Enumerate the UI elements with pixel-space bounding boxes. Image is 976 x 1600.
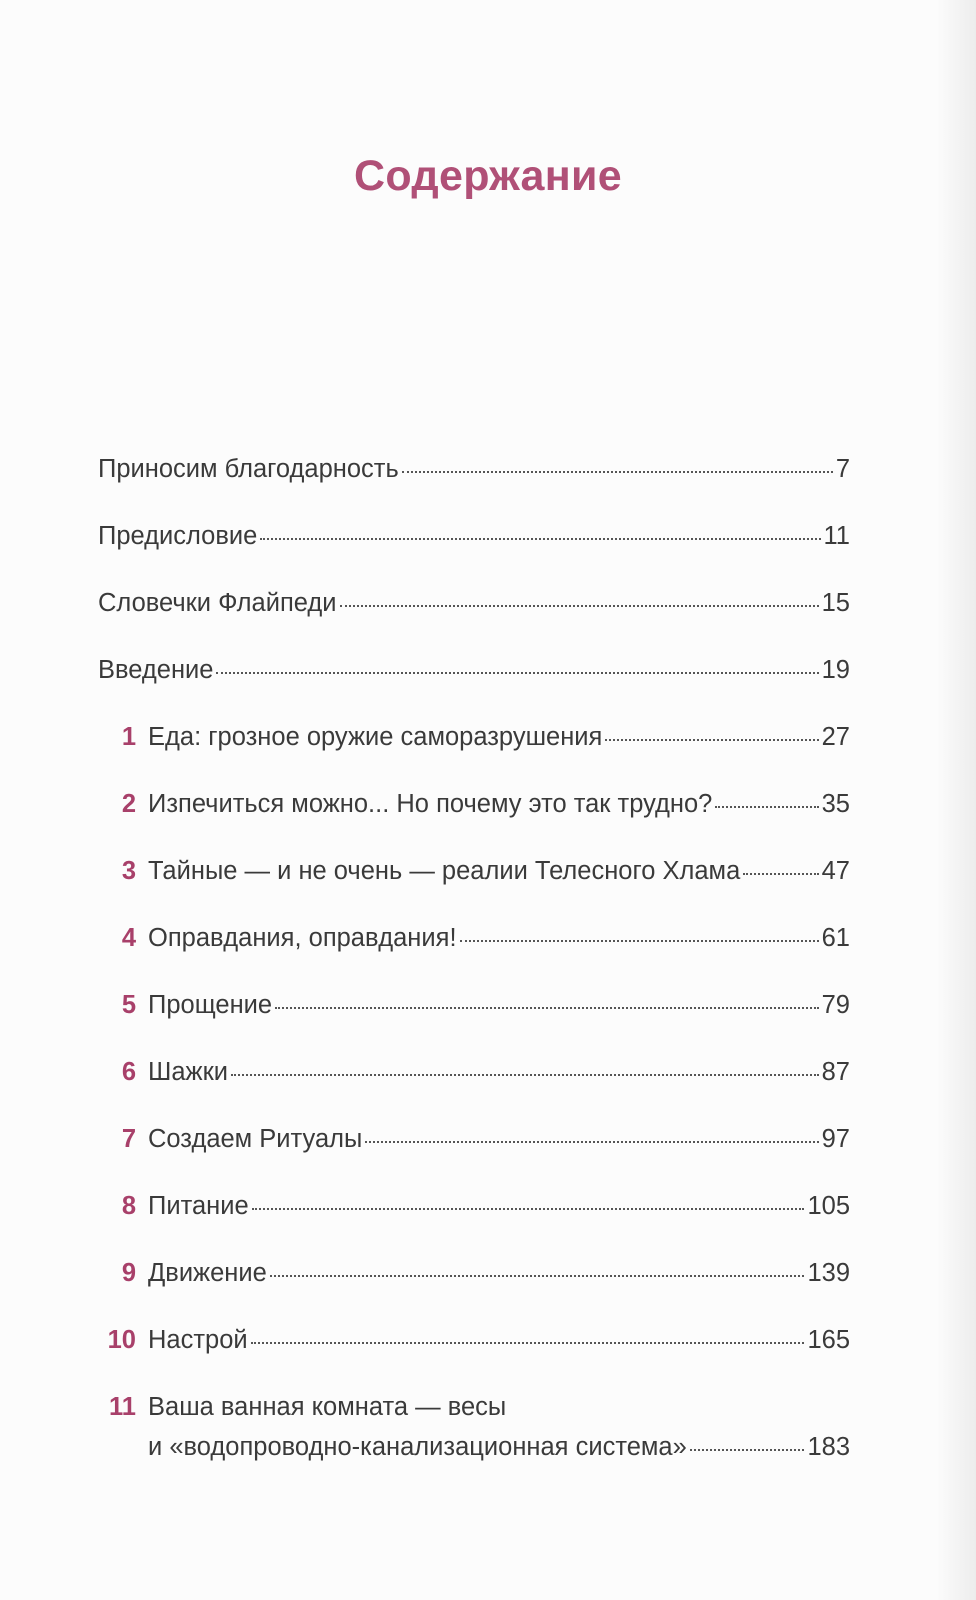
chapter-page: 183: [807, 1433, 850, 1461]
toc-chapter-entry[interactable]: [98, 1326, 850, 1393]
chapter-title-line1: Ваша ванная комната — весы: [148, 1393, 507, 1421]
chapter-number: 4: [121, 924, 136, 952]
toc-chapter-entry[interactable]: [98, 1192, 850, 1259]
toc-chapter-entry[interactable]: [98, 1125, 850, 1192]
toc-entry-page: 15: [821, 589, 850, 617]
toc-entry-title: Предисловие: [98, 522, 258, 550]
dot-leader: [260, 538, 820, 540]
toc-entry-title: Введение: [98, 656, 214, 684]
chapter-page: 105: [807, 1192, 850, 1220]
dot-leader: [715, 806, 818, 808]
chapter-number: 3: [121, 857, 136, 885]
toc-chapter-entry[interactable]: [98, 1058, 850, 1125]
toc-entry-page: 19: [821, 656, 850, 684]
toc-entry-title: Приносим благодарность: [98, 455, 399, 483]
page-edge-shadow: [936, 0, 976, 1600]
chapter-page: 79: [821, 991, 850, 1019]
chapter-title: Изпечиться можно... Но почему это так трудно?: [148, 790, 713, 818]
chapter-page: 35: [821, 790, 850, 818]
page-title: Содержание: [354, 152, 622, 200]
chapter-number: 1: [121, 723, 136, 751]
toc-entry-title: Словечки Флайпеди: [98, 589, 337, 617]
toc-entry-page: 7: [835, 455, 850, 483]
chapter-title: Движение: [148, 1259, 267, 1287]
chapter-title: Шажки: [148, 1058, 229, 1086]
toc-entry[interactable]: [98, 522, 850, 589]
chapter-page: 97: [821, 1125, 850, 1153]
chapter-number: 8: [121, 1192, 136, 1220]
chapter-page: 165: [807, 1326, 850, 1354]
chapter-number: 6: [121, 1058, 136, 1086]
toc-entry[interactable]: [98, 656, 850, 723]
chapter-title-line2: и «водопроводно-канализационная система»: [148, 1433, 687, 1461]
chapter-page: 139: [807, 1259, 850, 1287]
dot-leader: [231, 1074, 819, 1076]
table-of-contents: [98, 455, 850, 1471]
dot-leader: [690, 1449, 805, 1451]
toc-chapter-entry[interactable]: [98, 857, 850, 924]
toc-chapter-entry-multiline[interactable]: [98, 1393, 850, 1471]
chapter-title: Питание: [148, 1192, 249, 1220]
toc-entry[interactable]: [98, 455, 850, 522]
dot-leader: [340, 605, 819, 607]
dot-leader: [605, 739, 818, 741]
dot-leader: [270, 1275, 805, 1277]
chapter-title: Тайные — и не очень — реалии Телесного Хлама: [148, 857, 741, 885]
toc-entry-page: 11: [823, 522, 850, 550]
chapter-number: 9: [121, 1259, 136, 1287]
toc-chapter-entry[interactable]: [98, 924, 850, 991]
chapter-number: 2: [121, 790, 136, 818]
chapter-number: 5: [121, 991, 136, 1019]
dot-leader: [743, 873, 818, 875]
chapter-title: Создаем Ритуалы: [148, 1125, 363, 1153]
dot-leader: [275, 1007, 819, 1009]
dot-leader: [252, 1208, 805, 1210]
chapter-page: 61: [821, 924, 850, 952]
chapter-title: Прощение: [148, 991, 273, 1019]
chapter-title: Оправдания, оправдания!: [148, 924, 457, 952]
chapter-page: 27: [821, 723, 850, 751]
toc-entry[interactable]: [98, 589, 850, 656]
chapter-title: Еда: грозное оружие саморазрушения: [148, 723, 603, 751]
dot-leader: [251, 1342, 805, 1344]
chapter-number: 7: [121, 1125, 136, 1153]
dot-leader: [402, 471, 833, 473]
chapter-number: 10: [107, 1326, 136, 1354]
dot-leader: [365, 1141, 818, 1143]
chapter-page: 87: [821, 1058, 850, 1086]
toc-chapter-entry[interactable]: [98, 723, 850, 790]
toc-chapter-entry[interactable]: [98, 790, 850, 857]
chapter-page: 47: [821, 857, 850, 885]
chapter-title: Настрой: [148, 1326, 248, 1354]
chapter-number: 11: [109, 1393, 136, 1421]
dot-leader: [460, 940, 819, 942]
toc-chapter-entry[interactable]: [98, 1259, 850, 1326]
toc-chapter-entry[interactable]: [98, 991, 850, 1058]
dot-leader: [216, 672, 818, 674]
